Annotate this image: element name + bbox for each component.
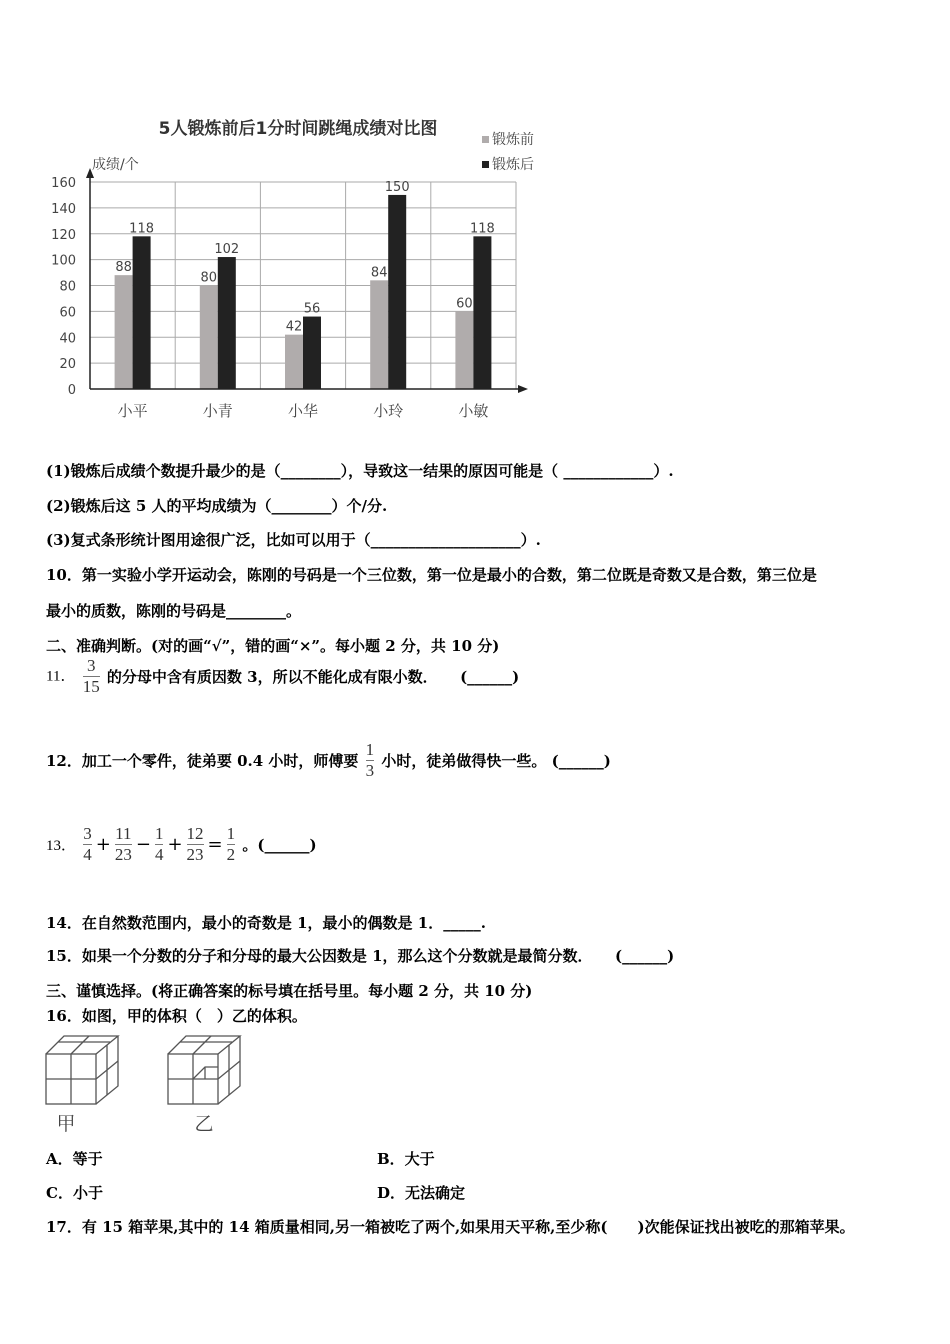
bar bbox=[370, 280, 388, 389]
fraction-1-4: $\frac{1}{4}$ bbox=[154, 824, 164, 864]
y-tick-label: 120 bbox=[51, 227, 76, 243]
data-label: 84 bbox=[370, 265, 388, 281]
x-axis-arrow bbox=[518, 385, 528, 393]
legend-label: 锻炼后 bbox=[492, 157, 534, 173]
bar-chart bbox=[40, 108, 560, 428]
y-tick-label: 0 bbox=[67, 383, 76, 398]
cube-jia bbox=[46, 1036, 118, 1104]
data-label: 150 bbox=[384, 179, 410, 195]
chart-legend bbox=[482, 131, 534, 173]
option-d[interactable]: D．无法确定 bbox=[377, 1184, 466, 1202]
y-tick-label: 100 bbox=[51, 253, 76, 269]
data-label: 118 bbox=[129, 221, 155, 237]
bar bbox=[115, 275, 133, 389]
data-label: 60 bbox=[456, 296, 473, 312]
option-a[interactable]: A．等于 bbox=[46, 1150, 103, 1168]
x-tick-label: 小华 bbox=[287, 402, 319, 420]
y-axis-label: 成绩/个 bbox=[92, 157, 139, 173]
question-text-end: 小时，徒弟做得快一些。 (______) bbox=[381, 752, 611, 770]
data-label: 42 bbox=[285, 319, 303, 335]
chart-bars bbox=[115, 180, 495, 389]
question-10-line-2: 最小的质数，陈刚的号码是________。 bbox=[46, 602, 302, 620]
x-tick-label: 小平 bbox=[117, 402, 148, 420]
question-12 bbox=[46, 740, 611, 781]
bar bbox=[218, 257, 236, 389]
bar bbox=[388, 195, 406, 389]
question-9-2: (2)锻炼后这 5 人的平均成绩为（________）个/分. bbox=[46, 497, 388, 515]
cube-figures bbox=[42, 1032, 262, 1138]
bar bbox=[200, 286, 218, 390]
question-text-end: 。(______) bbox=[242, 836, 317, 854]
question-10-line-1: 10．第一实验小学开运动会，陈刚的号码是一个三位数，第一位是最小的合数，第二位既是奇数又是合数，第三位是 bbox=[46, 566, 817, 584]
bar bbox=[133, 236, 151, 389]
x-tick-label: 小敏 bbox=[458, 402, 489, 420]
question-number: 11． bbox=[46, 668, 76, 685]
section-3-heading: 三、谨慎选择。(将正确答案的标号填在括号里。每小题 2 分，共 10 分) bbox=[46, 982, 533, 1000]
bar bbox=[285, 335, 303, 389]
label-jia: 甲 bbox=[56, 1113, 76, 1135]
question-9-3: (3)复式条形统计图用途很广泛，比如可以用于（____________________）. bbox=[46, 531, 541, 549]
bar bbox=[455, 311, 473, 389]
chart-title: 5人锻炼前后1分时间跳绳成绩对比图 bbox=[158, 119, 438, 139]
legend-swatch bbox=[482, 161, 489, 168]
y-tick-label: 80 bbox=[59, 279, 76, 295]
fraction-3-4: $\frac{3}{4}$ bbox=[83, 824, 92, 864]
bar bbox=[303, 317, 321, 389]
y-tick-label: 40 bbox=[59, 331, 76, 347]
y-tick-label: 160 bbox=[51, 176, 76, 191]
question-text: 的分母中含有质因数 3，所以不能化成有限小数． (______) bbox=[106, 668, 520, 686]
x-tick-label: 小玲 bbox=[373, 402, 404, 420]
legend-label: 锻炼前 bbox=[492, 132, 534, 148]
x-tick-label: 小青 bbox=[202, 402, 233, 420]
cube-yi bbox=[168, 1036, 240, 1104]
fraction-1-3: $\frac{1}{3}$ bbox=[365, 740, 375, 780]
y-tick-label: 140 bbox=[51, 201, 76, 217]
equals-sign: = bbox=[207, 834, 223, 855]
y-tick-label: 20 bbox=[59, 357, 76, 373]
data-label: 56 bbox=[303, 301, 321, 317]
minus-sign: − bbox=[135, 834, 151, 855]
option-c[interactable]: C．小于 bbox=[46, 1184, 103, 1202]
question-15: 15．如果一个分数的分子和分母的最大公因数是 1，那么这个分数就是最简分数． (______) bbox=[46, 947, 675, 965]
question-14: 14．在自然数范围内，最小的奇数是 1，最小的偶数是 1．_____. bbox=[46, 914, 486, 932]
data-label: 80 bbox=[200, 270, 218, 286]
question-text: 12．加工一个零件，徒弟要 0.4 小时，师傅要 bbox=[46, 752, 359, 770]
fraction-11-23: $\frac{11}{23}$ bbox=[114, 824, 132, 864]
fraction-12-23: $\frac{12}{23}$ bbox=[186, 824, 204, 864]
question-11 bbox=[46, 656, 519, 697]
bar bbox=[473, 236, 491, 389]
data-label: 118 bbox=[469, 221, 495, 237]
question-16: 16．如图，甲的体积（ ）乙的体积。 bbox=[46, 1007, 307, 1025]
y-tick-label: 60 bbox=[59, 305, 76, 321]
data-label: 102 bbox=[214, 242, 240, 258]
question-9-1: (1)锻炼后成绩个数提升最少的是（________），导致这一结果的原因可能是（ ____________）. bbox=[46, 462, 674, 480]
plus-sign: + bbox=[167, 834, 183, 855]
fraction-1-2: $\frac{1}{2}$ bbox=[226, 824, 236, 864]
label-yi: 乙 bbox=[194, 1113, 214, 1135]
plus-sign: + bbox=[95, 834, 111, 855]
question-17: 17．有 15 箱苹果,其中的 14 箱质量相同,另一箱被吃了两个,如果用天平称,至少称( )次能保证找出被吃的那箱苹果。 bbox=[46, 1218, 855, 1236]
option-b[interactable]: B．大于 bbox=[377, 1150, 435, 1168]
fraction-3-15: $\frac{3}{15}$ bbox=[82, 656, 100, 696]
section-2-heading: 二、准确判断。(对的画“√”，错的画“×”。每小题 2 分，共 10 分) bbox=[46, 637, 500, 655]
question-number: 13． bbox=[46, 838, 77, 854]
data-label: 88 bbox=[115, 260, 132, 276]
question-13 bbox=[46, 824, 317, 865]
legend-swatch bbox=[482, 136, 489, 143]
